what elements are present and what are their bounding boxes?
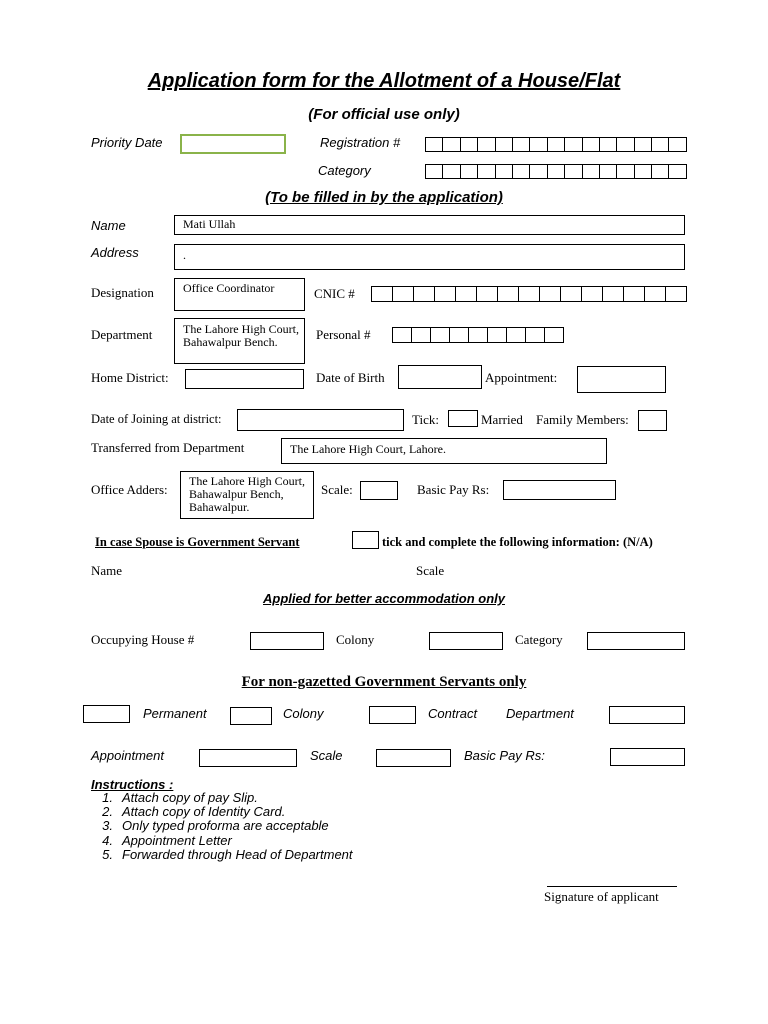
registration-field-cell[interactable] bbox=[512, 137, 530, 152]
nongazetted-basic-pay-label: Basic Pay Rs: bbox=[464, 748, 545, 763]
category-field-official-cell[interactable] bbox=[599, 164, 617, 179]
spouse-name-label: Name bbox=[91, 563, 123, 578]
instruction-text: Appointment Letter bbox=[122, 832, 232, 848]
nongazetted-basic-pay-field[interactable] bbox=[610, 748, 685, 766]
department-field[interactable] bbox=[174, 318, 305, 364]
signature-label: Signature of applicant bbox=[544, 889, 659, 904]
registration-field-cell[interactable] bbox=[634, 137, 652, 152]
better-accommodation-heading: Applied for better accommodation only bbox=[263, 591, 505, 606]
registration-field-cell[interactable] bbox=[582, 137, 600, 152]
instruction-number: 4. bbox=[102, 832, 113, 848]
better-category-field[interactable] bbox=[587, 632, 685, 650]
cnic-field-cell[interactable] bbox=[665, 286, 687, 302]
category-field-official-cell[interactable] bbox=[477, 164, 495, 179]
cnic-field-cell[interactable] bbox=[518, 286, 540, 302]
instructions-list bbox=[91, 791, 353, 862]
name-field[interactable] bbox=[174, 215, 685, 235]
instruction-number: 2. bbox=[102, 804, 113, 820]
registration-label: Registration # bbox=[320, 135, 401, 150]
address-label: Address bbox=[91, 245, 139, 260]
married-checkbox[interactable] bbox=[448, 410, 478, 427]
cnic-field-cell[interactable] bbox=[371, 286, 393, 302]
priority-date-label: Priority Date bbox=[91, 135, 163, 150]
nongazetted-colony-label: Colony bbox=[283, 706, 324, 721]
spouse-scale-label: Scale bbox=[416, 563, 445, 578]
category-field-official-cell[interactable] bbox=[564, 164, 582, 179]
category-field-official-cell[interactable] bbox=[460, 164, 478, 179]
personal-number-field-cell[interactable] bbox=[411, 327, 431, 343]
registration-field-cell[interactable] bbox=[616, 137, 634, 152]
instructions-heading: Instructions : bbox=[91, 777, 174, 792]
category-field-official-cell[interactable] bbox=[529, 164, 547, 179]
home-district-label: Home District: bbox=[91, 370, 169, 385]
category-field-official-cell[interactable] bbox=[512, 164, 530, 179]
cnic-label: CNIC # bbox=[314, 286, 355, 301]
doj-field[interactable] bbox=[237, 409, 404, 431]
dob-label: Date of Birth bbox=[316, 370, 385, 385]
occupying-house-label: Occupying House # bbox=[91, 632, 195, 647]
registration-field-cell[interactable] bbox=[651, 137, 669, 152]
personal-number-field-cell[interactable] bbox=[468, 327, 488, 343]
signature-line bbox=[547, 886, 677, 887]
registration-field-cell[interactable] bbox=[495, 137, 513, 152]
form-title: Application form for the Allotment of a House/Flat bbox=[147, 70, 621, 92]
instruction-text: Forwarded through Head of Department bbox=[122, 846, 353, 862]
personal-number-field-cell[interactable] bbox=[525, 327, 545, 343]
registration-field-cell[interactable] bbox=[529, 137, 547, 152]
cnic-field-cell[interactable] bbox=[413, 286, 435, 302]
scale-label: Scale: bbox=[321, 482, 353, 497]
category-field-official-cell[interactable] bbox=[668, 164, 686, 179]
nongazetted-scale-label: Scale bbox=[310, 748, 343, 763]
cnic-field[interactable] bbox=[371, 286, 687, 302]
instruction-item bbox=[91, 819, 353, 833]
category-field-official-cell[interactable] bbox=[634, 164, 652, 179]
address-value: . bbox=[183, 248, 186, 262]
nongazetted-scale-field[interactable] bbox=[376, 749, 451, 767]
applicant-note: (To be filled in by the application) bbox=[265, 189, 503, 206]
basic-pay-label: Basic Pay Rs: bbox=[417, 482, 490, 497]
personal-number-field-cell[interactable] bbox=[392, 327, 412, 343]
basic-pay-field[interactable] bbox=[503, 480, 616, 500]
instruction-item bbox=[91, 834, 353, 848]
instruction-item bbox=[91, 791, 353, 805]
dob-field[interactable] bbox=[398, 365, 482, 389]
home-district-field[interactable] bbox=[185, 369, 304, 389]
nongazetted-appointment-label: Appointment bbox=[91, 748, 164, 763]
tick-label: Tick: bbox=[412, 412, 439, 427]
registration-field-cell[interactable] bbox=[599, 137, 617, 152]
personal-number-field-cell[interactable] bbox=[430, 327, 450, 343]
category-field-official-cell[interactable] bbox=[495, 164, 513, 179]
registration-field-cell[interactable] bbox=[547, 137, 565, 152]
contract-label: Contract bbox=[428, 706, 478, 721]
nongazetted-appointment-field[interactable] bbox=[199, 749, 297, 767]
office-address-label: Office Adders: bbox=[91, 482, 168, 497]
designation-value: Office Coordinator bbox=[183, 281, 275, 295]
priority-date-value bbox=[182, 136, 190, 152]
instruction-item bbox=[91, 848, 353, 862]
registration-field-cell[interactable] bbox=[668, 137, 686, 152]
scale-field[interactable] bbox=[360, 481, 398, 500]
personal-number-field-cell[interactable] bbox=[544, 327, 564, 343]
designation-label: Designation bbox=[91, 285, 154, 300]
cnic-field-cell[interactable] bbox=[581, 286, 603, 302]
cnic-field-cell[interactable] bbox=[497, 286, 519, 302]
personal-number-field[interactable] bbox=[392, 327, 564, 343]
category-field-official-cell[interactable] bbox=[442, 164, 460, 179]
contract-checkbox[interactable] bbox=[369, 706, 416, 724]
transferred-label: Transferred from Department bbox=[91, 440, 245, 455]
appointment-label: Appointment: bbox=[485, 370, 558, 385]
better-category-label: Category bbox=[515, 632, 563, 647]
spouse-checkbox[interactable] bbox=[352, 531, 379, 549]
cnic-field-cell[interactable] bbox=[539, 286, 561, 302]
cnic-field-cell[interactable] bbox=[476, 286, 498, 302]
personal-number-field-cell[interactable] bbox=[449, 327, 469, 343]
name-label: Name bbox=[91, 218, 126, 233]
spouse-heading: In case Spouse is Government Servant bbox=[95, 535, 300, 549]
personal-number-field-cell[interactable] bbox=[487, 327, 507, 343]
instruction-number: 5. bbox=[102, 846, 113, 862]
registration-field-cell[interactable] bbox=[425, 137, 443, 152]
name-value: Mati Ullah bbox=[183, 217, 236, 231]
category-field-official-cell[interactable] bbox=[651, 164, 669, 179]
cnic-field-cell[interactable] bbox=[644, 286, 666, 302]
nongazetted-department-label: Department bbox=[506, 706, 574, 721]
department-label: Department bbox=[91, 327, 153, 342]
category-field-official-cell[interactable] bbox=[425, 164, 443, 179]
cnic-field-cell[interactable] bbox=[434, 286, 456, 302]
nongazetted-colony-checkbox[interactable] bbox=[230, 707, 272, 725]
category-field-official[interactable] bbox=[425, 164, 687, 179]
registration-field-cell[interactable] bbox=[477, 137, 495, 152]
registration-field-cell[interactable] bbox=[564, 137, 582, 152]
personal-label: Personal # bbox=[316, 327, 371, 342]
designation-field[interactable] bbox=[174, 278, 305, 311]
non-gazetted-heading: For non-gazetted Government Servants only bbox=[241, 674, 527, 690]
registration-field-cell[interactable] bbox=[442, 137, 460, 152]
category-field-official-cell[interactable] bbox=[582, 164, 600, 179]
personal-number-field-cell[interactable] bbox=[506, 327, 526, 343]
married-label: Married bbox=[481, 412, 523, 427]
instruction-number: 3. bbox=[102, 818, 113, 834]
transferred-value: The Lahore High Court, Lahore. bbox=[290, 442, 446, 456]
transferred-field[interactable] bbox=[281, 438, 607, 464]
better-colony-label: Colony bbox=[336, 632, 375, 647]
cnic-field-cell[interactable] bbox=[560, 286, 582, 302]
department-value: The Lahore High Court, Bahawalpur Bench. bbox=[183, 322, 299, 349]
nongazetted-department-field[interactable] bbox=[609, 706, 685, 724]
permanent-checkbox[interactable] bbox=[83, 705, 130, 723]
address-field[interactable] bbox=[174, 244, 685, 270]
cnic-field-cell[interactable] bbox=[602, 286, 624, 302]
instruction-item bbox=[91, 805, 353, 819]
occupying-house-field[interactable] bbox=[250, 632, 324, 650]
instruction-text: Attach copy of pay Slip. bbox=[122, 790, 258, 805]
category-label-official: Category bbox=[318, 163, 371, 178]
registration-field[interactable] bbox=[425, 137, 687, 152]
category-field-official-cell[interactable] bbox=[547, 164, 565, 179]
spouse-instruction: tick and complete the following information: (N/A) bbox=[382, 535, 653, 549]
cnic-field-cell[interactable] bbox=[623, 286, 645, 302]
family-members-field[interactable] bbox=[638, 410, 667, 431]
registration-field-cell[interactable] bbox=[460, 137, 478, 152]
priority-date-field[interactable] bbox=[180, 134, 286, 154]
cnic-field-cell[interactable] bbox=[392, 286, 414, 302]
category-field-official-cell[interactable] bbox=[616, 164, 634, 179]
instruction-number: 1. bbox=[102, 790, 113, 805]
doj-label: Date of Joining at district: bbox=[91, 412, 222, 426]
official-use-note: (For official use only) bbox=[308, 106, 460, 123]
permanent-label: Permanent bbox=[143, 706, 207, 721]
family-members-label: Family Members: bbox=[536, 412, 629, 427]
better-colony-field[interactable] bbox=[429, 632, 503, 650]
instruction-text: Only typed proforma are acceptable bbox=[122, 818, 329, 834]
instruction-text: Attach copy of Identity Card. bbox=[122, 804, 286, 820]
appointment-field[interactable] bbox=[577, 366, 666, 393]
office-address-field[interactable] bbox=[180, 471, 314, 519]
office-address-value: The Lahore High Court, Bahawalpur Bench, Bahawalpur. bbox=[189, 474, 305, 514]
cnic-field-cell[interactable] bbox=[455, 286, 477, 302]
